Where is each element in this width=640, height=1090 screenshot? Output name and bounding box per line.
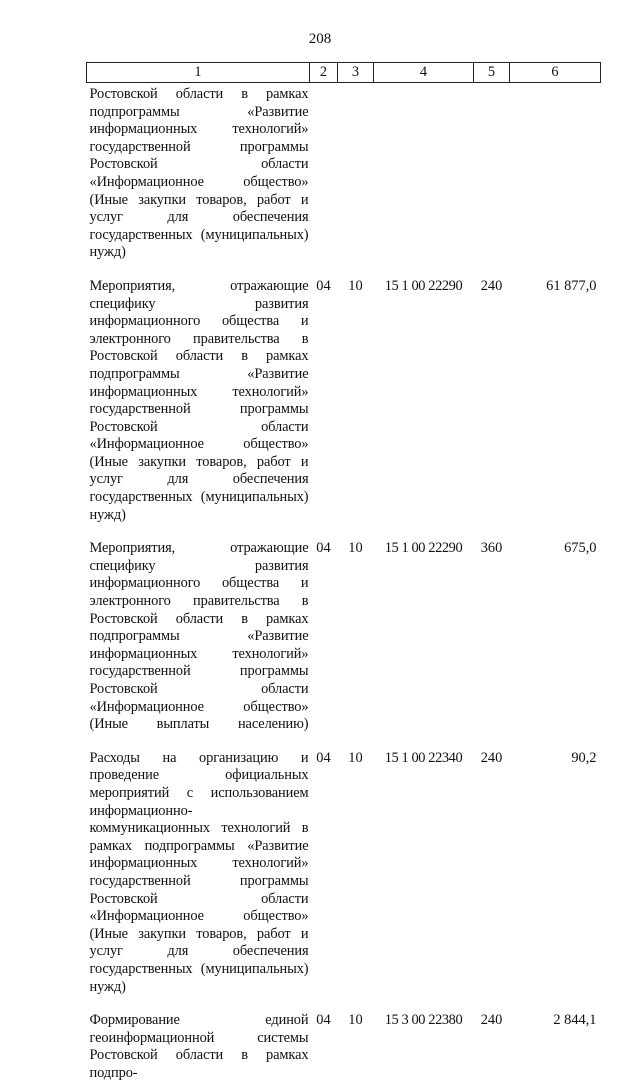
row-description: Мероприятия, отражающие специфику развития информационного общества и электронного правительства в Ростовской области в рамках подпрограммы «Развитие информационных технологий» государственной программы Ростовской области «Информационное общество» (Иные закупки товаров, работ и услуг для обеспечения государственных (муниципальных) нужд) xyxy=(87,270,310,532)
page-number: 208 xyxy=(0,30,640,48)
row-amount xyxy=(510,83,601,270)
row-subsection-code: 10 xyxy=(338,1004,374,1090)
row-amount: 61 877,0 xyxy=(510,270,601,532)
table-row xyxy=(87,1004,601,1090)
column-header: 2 xyxy=(310,63,338,83)
header-row xyxy=(87,63,601,83)
row-description: Расходы на организацию и проведение официальных мероприятий с использованием информационно-коммуникационных технологий в рамках подпрограммы «Развитие информационных технологий» государственной программы Ростовской области «Информационное общество» (Иные закупки товаров, работ и услуг для обеспечения государственных (муниципальных) нужд) xyxy=(87,742,310,1004)
row-expense-type-code: 360 xyxy=(474,532,510,742)
budget-table xyxy=(86,62,601,1090)
row-target-article-code: 15 1 00 22290 xyxy=(374,532,474,742)
row-expense-type-code xyxy=(474,83,510,270)
table-row xyxy=(87,83,601,270)
row-section-code: 04 xyxy=(310,532,338,742)
table-row xyxy=(87,532,601,742)
row-section-code: 04 xyxy=(310,742,338,1004)
row-description: Ростовской области в рамках подпрограммы «Развитие информационных технологий» государственной программы Ростовской области «Информационное общество» (Иные закупки товаров, работ и услуг для обеспечения государственных (муниципальных) нужд) xyxy=(87,83,310,270)
table-body xyxy=(87,83,601,1090)
row-description: Мероприятия, отражающие специфику развития информационного общества и электронного правительства в Ростовской области в рамках подпрограммы «Развитие информационных технологий» государственной программы Ростовской области «Информационное общество» (Иные выплаты населению) xyxy=(87,532,310,742)
row-target-article-code: 15 1 00 22290 xyxy=(374,270,474,532)
row-expense-type-code: 240 xyxy=(474,1004,510,1090)
row-subsection-code xyxy=(338,83,374,270)
row-target-article-code: 15 3 00 22380 xyxy=(374,1004,474,1090)
row-amount: 90,2 xyxy=(510,742,601,1004)
table-row xyxy=(87,270,601,532)
column-header: 3 xyxy=(338,63,374,83)
row-target-article-code xyxy=(374,83,474,270)
row-amount: 675,0 xyxy=(510,532,601,742)
row-section-code xyxy=(310,83,338,270)
column-header: 6 xyxy=(510,63,601,83)
row-description: Формирование единой геоинформационной системы Ростовской области в рамках подпро- xyxy=(87,1004,310,1090)
column-header: 5 xyxy=(474,63,510,83)
column-header: 4 xyxy=(374,63,474,83)
row-expense-type-code: 240 xyxy=(474,270,510,532)
table-header xyxy=(87,63,601,83)
row-target-article-code: 15 1 00 22340 xyxy=(374,742,474,1004)
table-row xyxy=(87,742,601,1004)
row-subsection-code: 10 xyxy=(338,270,374,532)
row-expense-type-code: 240 xyxy=(474,742,510,1004)
row-subsection-code: 10 xyxy=(338,532,374,742)
column-header: 1 xyxy=(87,63,310,83)
row-section-code: 04 xyxy=(310,270,338,532)
row-section-code: 04 xyxy=(310,1004,338,1090)
row-subsection-code: 10 xyxy=(338,742,374,1004)
row-amount: 2 844,1 xyxy=(510,1004,601,1090)
